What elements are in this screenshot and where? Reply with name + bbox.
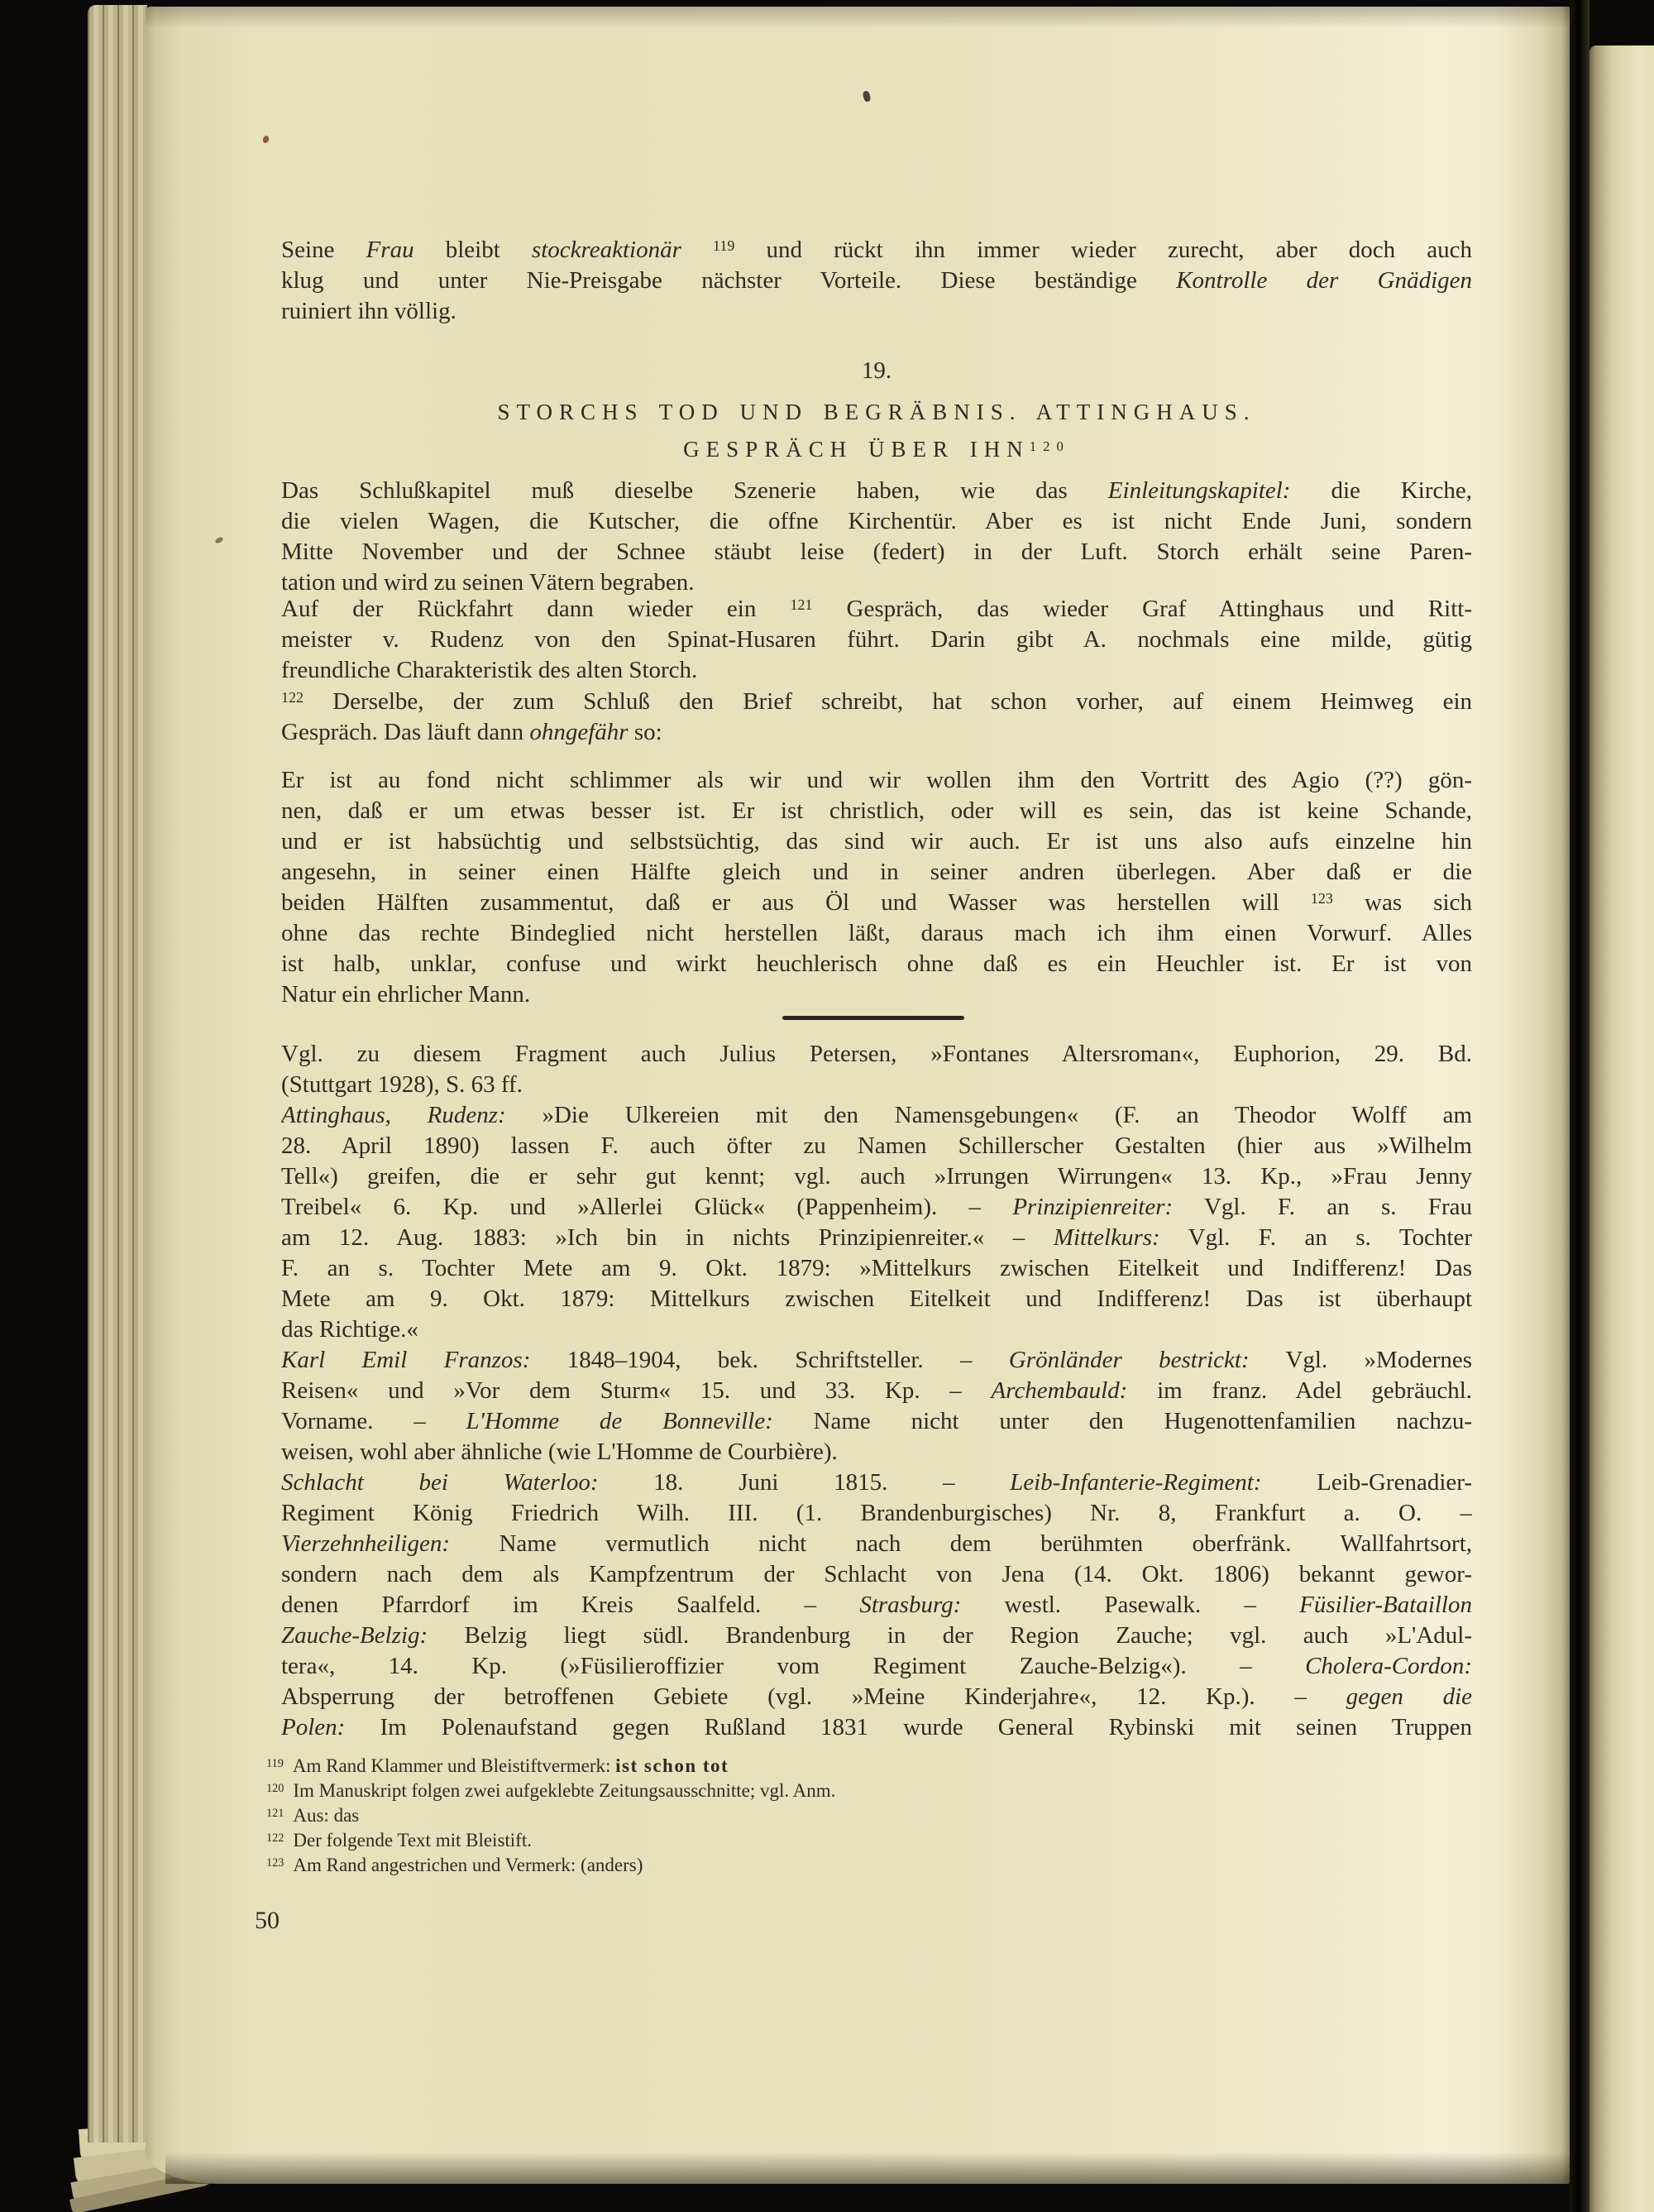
apparatus-paragraph xyxy=(281,1345,1472,1467)
text-segment: gegen die xyxy=(1346,1683,1472,1710)
text-segment: Zauche-Belzig: xyxy=(281,1622,428,1649)
text-line xyxy=(281,1376,1472,1406)
text-line xyxy=(281,506,1472,537)
text-segment: Aus: das xyxy=(293,1805,360,1826)
footnote-ref: 119 xyxy=(266,1757,284,1771)
apparatus-paragraph xyxy=(281,1100,1472,1345)
text-segment: Treibel« 6. Kp. und »Allerlei Glück« (Pappenheim). – xyxy=(281,1194,1013,1220)
text-line xyxy=(281,1100,1472,1131)
text-line xyxy=(281,765,1472,796)
text-segment: Am Rand angestrichen und Vermerk: (anders) xyxy=(293,1855,643,1875)
text-segment: Mittelkurs: xyxy=(1053,1224,1160,1251)
text-line xyxy=(281,594,1472,625)
text-line xyxy=(281,918,1472,949)
text-segment: Name vermutlich nicht nach dem berühmten oberfränk. Wallfahrtsort, xyxy=(450,1530,1472,1557)
footnote-ref: 120 xyxy=(1029,438,1070,454)
text-segment: 28. April 1890) lassen F. auch öfter zu Namen Schillerscher Gestalten (hier aus »Wilhelm xyxy=(281,1132,1472,1159)
text-segment: was sich xyxy=(1332,889,1472,916)
text-segment: Vgl. F. an s. Frau xyxy=(1173,1194,1472,1220)
footnote-ref: 120 xyxy=(266,1782,284,1796)
text-line xyxy=(281,394,1472,431)
text-line xyxy=(281,1467,1472,1498)
text-segment: Er ist au fond nicht schlimmer als wir und wir wollen ihm den Vortritt des Agio (??) gön- xyxy=(281,767,1472,793)
footnote-ref: 123 xyxy=(266,1856,284,1870)
text-segment: die vielen Wagen, die Kutscher, die offne Kirchentür. Aber es ist nicht Ende Juni, sondern xyxy=(281,508,1472,534)
paragraph-derselbe xyxy=(281,687,1472,748)
text-line xyxy=(281,625,1472,655)
page-bottom-shadow xyxy=(165,2152,1570,2184)
page-number: 50 xyxy=(255,1907,280,1934)
text-segment: Absperrung der betroffenen Gebiete (vgl. »Meine Kinderjahre«, 12. Kp.). – xyxy=(281,1683,1346,1710)
text-segment: Attinghaus, Rudenz: xyxy=(281,1102,506,1128)
text-segment: Strasburg: xyxy=(859,1592,962,1618)
block-quote xyxy=(281,765,1472,1010)
text-line xyxy=(281,1314,1472,1345)
page-stack-edge xyxy=(88,5,147,2143)
text-line xyxy=(281,1621,1472,1651)
text-segment: im franz. Adel gebräuchl. xyxy=(1127,1377,1472,1404)
separator-rule xyxy=(782,1016,964,1020)
text-segment: Natur ein ehrlicher Mann. xyxy=(281,981,531,1008)
apparatus-paragraph xyxy=(281,1039,1472,1100)
text-segment: Vgl. »Modernes xyxy=(1249,1347,1472,1373)
intro-paragraph xyxy=(281,235,1472,327)
text-segment: und er ist habsüchtig und selbstsüchtig, das sind wir auch. Er ist uns also aufs einzelne hin xyxy=(281,828,1472,855)
text-segment: Auf der Rückfahrt dann wieder ein xyxy=(281,596,791,622)
book-gutter xyxy=(1570,0,1589,2212)
text-segment: Vgl. zu diesem Fragment auch Julius Petersen, »Fontanes Altersroman«, Euphorion, 29. Bd. xyxy=(281,1041,1472,1067)
text-segment: Schlacht bei Waterloo: xyxy=(281,1469,599,1496)
text-line xyxy=(281,1161,1472,1192)
footnote-ref: 122 xyxy=(266,1831,284,1846)
text-line xyxy=(281,1192,1472,1223)
text-segment: »Die Ulkereien mit den Namensgebungen« (F. an Theodor Wolff am xyxy=(505,1102,1472,1128)
footnote-ref: 123 xyxy=(1310,890,1333,907)
text-segment: klug und unter Nie-Preisgabe nächster Vorteile. Diese beständige xyxy=(281,267,1177,294)
text-segment: das Richtige.« xyxy=(281,1316,418,1343)
text-line xyxy=(281,1437,1472,1467)
text-segment: Seine xyxy=(281,237,366,263)
text-segment: Polen: xyxy=(281,1714,346,1740)
text-segment: denen Pfarrdorf im Kreis Saalfeld. – xyxy=(281,1592,860,1618)
text-line xyxy=(281,857,1472,888)
text-line xyxy=(281,431,1472,468)
text-segment: Tell«) greifen, die er sehr gut kennt; vgl. auch »Irrungen Wirrungen« 13. Kp., »Frau Jenny xyxy=(281,1163,1472,1190)
text-segment: Das Schlußkapitel muß dieselbe Szenerie haben, wie das xyxy=(281,477,1108,504)
text-segment: Füsilier-Bataillon xyxy=(1299,1592,1472,1618)
footnote-ref: 119 xyxy=(713,237,735,255)
text-segment: GESPRÄCH ÜBER IHN xyxy=(683,437,1030,462)
text-line xyxy=(281,1559,1472,1590)
text-segment: stockreaktionär xyxy=(531,237,681,263)
page-top-shadow xyxy=(146,7,1570,28)
text-line xyxy=(281,476,1472,506)
text-segment: Archembauld: xyxy=(991,1377,1128,1404)
text-line xyxy=(281,717,1472,748)
text-segment xyxy=(681,237,713,263)
text-line xyxy=(281,796,1472,826)
text-segment: freundliche Charakteristik des alten Storch. xyxy=(281,657,698,683)
text-line xyxy=(281,655,1472,686)
text-segment: Leib-Grenadier- xyxy=(1261,1469,1472,1496)
text-segment: ruiniert ihn völlig. xyxy=(281,298,457,324)
text-segment: Vierzehnheiligen: xyxy=(281,1530,451,1557)
text-segment: Vgl. F. an s. Tochter xyxy=(1159,1224,1472,1251)
text-line xyxy=(266,1779,1474,1803)
text-segment: Gespräch. Das läuft dann xyxy=(281,719,530,745)
text-segment: ohngefähr xyxy=(529,719,629,745)
text-segment: Karl Emil Franzos: xyxy=(281,1347,531,1373)
text-line xyxy=(281,1590,1472,1621)
text-line xyxy=(281,888,1472,918)
text-segment: weisen, wohl aber ähnliche (wie L'Homme de Courbière). xyxy=(281,1439,838,1465)
text-segment: sondern nach dem als Kampfzentrum der Schlacht von Jena (14. Okt. 1806) bekannt gewor- xyxy=(281,1561,1472,1587)
section-number: 19. xyxy=(861,357,892,384)
text-segment: tation und wird zu seinen Vätern begraben. xyxy=(281,569,695,596)
text-line xyxy=(281,1223,1472,1253)
apparatus-notes xyxy=(281,1039,1472,1743)
text-line xyxy=(281,1651,1472,1682)
text-segment: (Stuttgart 1928), S. 63 ff. xyxy=(281,1071,523,1098)
text-line xyxy=(281,1131,1472,1161)
text-segment: Cholera-Cordon: xyxy=(1305,1653,1472,1679)
text-segment: westl. Pasewalk. – xyxy=(961,1592,1300,1618)
text-segment: Gespräch, das wieder Graf Attinghaus und Ritt- xyxy=(812,596,1472,622)
text-segment: ist schon tot xyxy=(615,1755,729,1776)
text-segment: 18. Juni 1815. – xyxy=(598,1469,1011,1496)
text-segment: beiden Hälften zusammentut, daß er aus Öl und Wasser was herstellen will xyxy=(281,889,1311,916)
text-segment: Mitte November und der Schnee stäubt leise (federt) in der Luft. Storch erhält seine Paren- xyxy=(281,539,1472,565)
text-line xyxy=(281,1070,1472,1100)
text-segment: so: xyxy=(628,719,662,745)
text-segment: Einleitungskapitel: xyxy=(1107,477,1291,504)
text-segment: L'Homme de Bonneville: xyxy=(466,1408,773,1434)
text-segment: Name nicht unter den Hugenottenfamilien nachzu- xyxy=(772,1408,1472,1434)
text-segment: meister v. Rudenz von den Spinat-Husaren führt. Darin gibt A. nochmals eine milde, gütig xyxy=(281,626,1472,653)
text-segment: Frau xyxy=(366,237,414,263)
text-line xyxy=(281,1682,1472,1712)
text-line xyxy=(281,1406,1472,1437)
apparatus-paragraph xyxy=(281,1467,1472,1743)
text-line xyxy=(281,296,1472,327)
text-segment: angesehn, in seiner einen Hälfte gleich und in seiner andren überlegen. Aber daß er die xyxy=(281,859,1472,885)
text-segment: Grönländer bestrickt: xyxy=(1008,1347,1250,1373)
text-segment: 1848–1904, bek. Schriftsteller. – xyxy=(530,1347,1009,1373)
text-segment: die Kirche, xyxy=(1290,477,1472,504)
text-segment: Derselbe, der zum Schluß den Brief schreibt, hat schon vorher, auf einem Heimweg ein xyxy=(303,688,1472,715)
text-segment: F. an s. Tochter Mete am 9. Okt. 1879: »Mittelkurs zwischen Eitelkeit und Indifferenz! Das xyxy=(281,1255,1472,1281)
text-line xyxy=(281,537,1472,567)
text-segment: Im Polenaufstand gegen Rußland 1831 wurde General Rybinski mit seinen Truppen xyxy=(345,1714,1472,1740)
text-line xyxy=(266,1853,1474,1878)
footnote-ref: 122 xyxy=(281,689,304,706)
text-segment: Der folgende Text mit Bleistift. xyxy=(293,1830,532,1851)
text-segment: Mete am 9. Okt. 1879: Mittelkurs zwischen Eitelkeit und Indifferenz! Das ist überhaupt xyxy=(281,1286,1472,1312)
text-line xyxy=(281,1039,1472,1070)
text-line xyxy=(281,1498,1472,1529)
text-line xyxy=(281,979,1472,1010)
text-segment: und rückt ihn immer wieder zurecht, aber doch auch xyxy=(734,237,1472,263)
text-segment: Kontrolle der Gnädigen xyxy=(1176,267,1472,294)
text-line xyxy=(266,1828,1474,1853)
facing-page-edge xyxy=(1589,45,1654,2212)
text-line xyxy=(281,266,1472,296)
text-segment: Leib-Infanterie-Regiment: xyxy=(1010,1469,1262,1496)
text-line xyxy=(281,1345,1472,1376)
text-segment: tera«, 14. Kp. (»Füsilieroffizier vom Regiment Zauche-Belzig«). – xyxy=(281,1653,1306,1679)
text-segment: STORCHS TOD UND BEGRÄBNIS. ATTINGHAUS. xyxy=(497,400,1256,424)
text-line xyxy=(266,1803,1474,1828)
section-title xyxy=(281,394,1472,468)
text-line xyxy=(281,1284,1472,1314)
text-segment: Reisen« und »Vor dem Sturm« 15. und 33. Kp. – xyxy=(281,1377,992,1404)
text-line xyxy=(281,235,1472,266)
footnote-ref: 121 xyxy=(790,596,813,614)
text-line xyxy=(266,1754,1474,1779)
text-segment: am 12. Aug. 1883: »Ich bin in nichts Prinzipienreiter.« – xyxy=(281,1224,1054,1251)
text-segment: nen, daß er um etwas besser ist. Er ist christlich, oder will es sein, das ist keine Schande, xyxy=(281,797,1472,824)
paragraph-rueckfahrt xyxy=(281,594,1472,686)
text-line xyxy=(281,1529,1472,1559)
text-segment: Prinzipienreiter: xyxy=(1012,1194,1174,1220)
text-segment: ist halb, unklar, confuse und wirkt heuchlerisch ohne daß es ein Heuchler ist. Er ist von xyxy=(281,950,1472,977)
text-segment: ohne das rechte Bindeglied nicht herstellen läßt, daraus mach ich ihm einen Vorwurf. Alles xyxy=(281,920,1472,946)
text-line xyxy=(281,687,1472,717)
text-segment: Regiment König Friedrich Wilh. III. (1. Brandenburgisches) Nr. 8, Frankfurt a. O. – xyxy=(281,1500,1472,1526)
footnote-ref: 121 xyxy=(266,1807,284,1821)
text-line xyxy=(281,1712,1472,1743)
text-line xyxy=(281,949,1472,979)
text-segment: Im Manuskript folgen zwei aufgeklebte Zeitungsausschnitte; vgl. Anm. xyxy=(293,1780,836,1801)
footnotes xyxy=(266,1754,1474,1878)
text-line xyxy=(281,826,1472,857)
text-segment: Belzig liegt südl. Brandenburg in der Region Zauche; vgl. auch »L'Adul- xyxy=(428,1622,1472,1649)
text-line xyxy=(281,1253,1472,1284)
text-segment: Vorname. – xyxy=(281,1408,466,1434)
paragraph-scene xyxy=(281,476,1472,598)
text-segment: bleibt xyxy=(414,237,532,263)
text-segment: Am Rand Klammer und Bleistiftvermerk: xyxy=(292,1755,616,1776)
